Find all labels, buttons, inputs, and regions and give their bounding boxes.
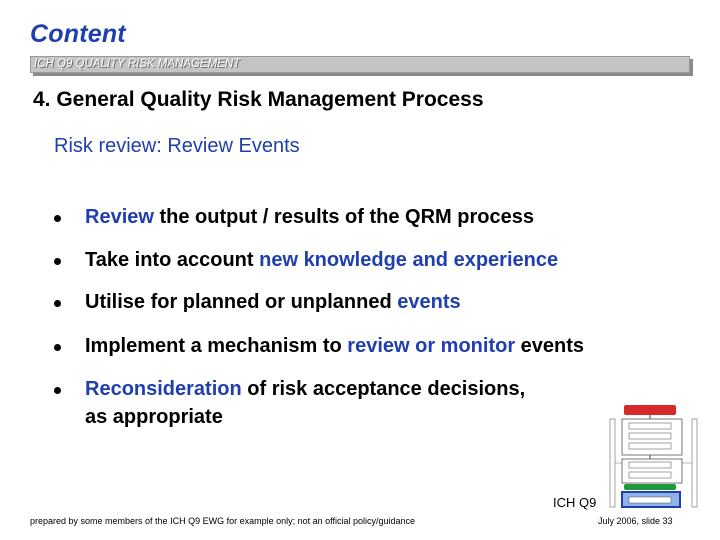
diagram-communication-bar (610, 419, 615, 507)
bullet-highlight: events (397, 291, 461, 313)
qrm-process-diagram-thumbnail (607, 403, 704, 510)
subtitle: Risk review: Review Events (54, 135, 300, 157)
bullet-dot-icon (54, 215, 61, 222)
bullet-highlight: Reconsideration (85, 378, 242, 400)
diagram-step-box (629, 423, 671, 429)
diagram-tools-bar (692, 419, 697, 507)
bullet-dot-icon (54, 344, 61, 351)
diagram-step-box (629, 462, 671, 468)
slide-header-title: Content (30, 20, 126, 48)
diagram-output-box (624, 484, 676, 490)
bullet-text: Implement a mechanism to (85, 335, 348, 357)
banner-text: ICH Q9 QUALITY RISK MANAGEMENT (34, 58, 241, 70)
bullet-dot-icon (54, 300, 61, 307)
bullet-highlight: new knowledge and experience (259, 249, 559, 271)
bullet-text-continuation: as appropriate (85, 406, 223, 428)
footer-slide-info: July 2006, slide 33 (598, 516, 673, 526)
diagram-step-box (629, 433, 671, 439)
bullet-dot-icon (54, 387, 61, 394)
bullet-dot-icon (54, 258, 61, 265)
diagram-step-box (629, 472, 671, 478)
bullet-text: events (515, 335, 585, 357)
diagram-step-box (629, 443, 671, 449)
diagram-initiate-box (624, 405, 676, 415)
section-title: 4. General Quality Risk Management Process (33, 88, 484, 111)
bullet-highlight: Review (85, 206, 154, 228)
bullet-text: Take into account (85, 249, 260, 271)
bullet-highlight: review or monitor (347, 335, 516, 357)
bullet-text: the output / results of the QRM process (153, 206, 534, 228)
bullet-text: of risk acceptance decisions, (241, 378, 526, 400)
bullet-text: Utilise for planned or unplanned (85, 291, 398, 313)
diagram-caption: ICH Q9 (553, 495, 597, 510)
footer-disclaimer: prepared by some members of the ICH Q9 EWG for example only; not an official policy/guidance (30, 516, 416, 526)
diagram-step-box (629, 497, 671, 503)
